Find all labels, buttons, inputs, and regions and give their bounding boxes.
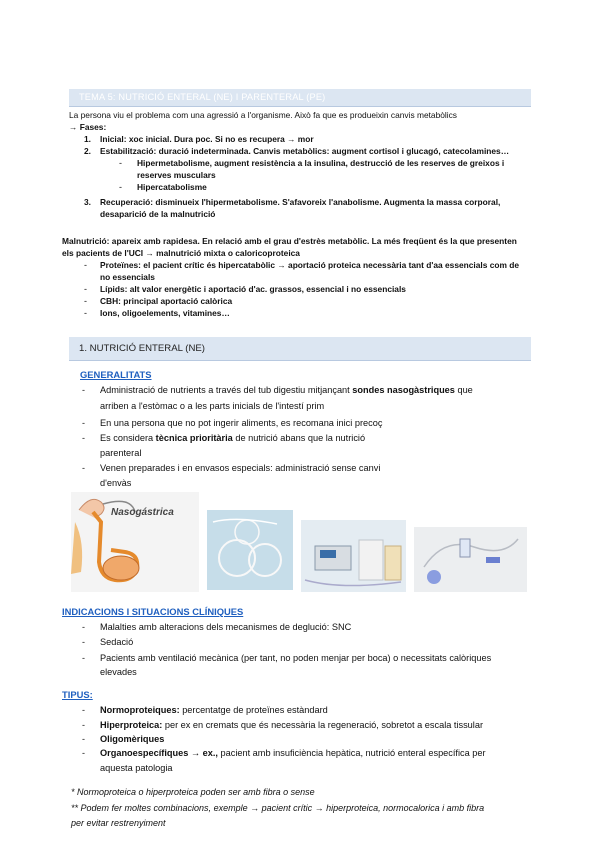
tipus-item: Oligomèriques xyxy=(100,734,165,744)
tipus-item: Normoproteiques: percentatge de proteïnes estàndard xyxy=(100,705,328,715)
malnutricio-item-cont: no essencials xyxy=(100,272,155,282)
section-title: 1. NUTRICIÓ ENTERAL (NE) xyxy=(79,343,205,354)
dash-bullet: - xyxy=(119,182,122,192)
generalitats-item: En una persona que no pot ingerir aliments, es recomana inici precoç xyxy=(100,418,383,428)
malnutricio-item: Lípids: alt valor energètic i aportació d'ac. grassos, essencial i no essencials xyxy=(100,284,406,294)
subitem-text: Hipercatabolisme xyxy=(137,182,207,192)
dash-bullet: - xyxy=(84,308,87,318)
dash-bullet: - xyxy=(84,296,87,306)
dash-bullet: - xyxy=(82,463,85,473)
generalitats-item-cont: arriben a l'estòmac o a les parts inicials de l'intestí prim xyxy=(100,401,325,411)
topic-title-band xyxy=(69,89,531,107)
generalitats-heading: GENERALITATS xyxy=(80,369,152,380)
dash-bullet: - xyxy=(82,705,85,715)
dash-bullet: - xyxy=(84,260,87,270)
generalitats-item: Administració de nutrients a través del tub digestiu mitjançant sondes nasogàstriques que xyxy=(100,385,473,395)
generalitats-item: Es considera tècnica prioritària de nutrició abans que la nutrició xyxy=(100,433,366,443)
tipus-item: Hiperproteica: per ex en cremats que és necessària la regeneració, sobretot a escala tissular xyxy=(100,720,484,730)
dash-bullet: - xyxy=(119,158,122,168)
infusion-set-photo xyxy=(414,527,527,592)
dash-bullet: - xyxy=(82,653,85,663)
subitem-text: Hipermetabolisme, augment resistència a la insulina, destrucció de les reserves de greixos i xyxy=(137,158,505,168)
indicacions-heading: INDICACIONS I SITUACIONS CLÍNIQUES xyxy=(62,606,244,617)
tipus-heading: TIPUS: xyxy=(62,689,93,700)
feeding-pump-icon xyxy=(301,520,406,592)
coiled-tubes-icon xyxy=(207,510,293,590)
fase-number: 1. xyxy=(84,134,91,144)
generalitats-item: Venen preparades i en envasos especials: administració sense canvi xyxy=(100,463,381,473)
tipus-item-cont: aquesta patologia xyxy=(100,763,173,773)
dash-bullet: - xyxy=(82,622,85,632)
dash-bullet: - xyxy=(82,748,85,758)
dash-bullet: - xyxy=(82,385,85,395)
nasogastrica-label: Nasogástrica xyxy=(111,507,174,518)
dash-bullet: - xyxy=(82,734,85,744)
generalitats-item-cont: d'envàs xyxy=(100,478,132,488)
fase-number: 2. xyxy=(84,146,91,156)
dash-bullet: - xyxy=(84,284,87,294)
fase-cont: desaparició de la malnutrició xyxy=(100,209,216,219)
fases-label: → Fases: xyxy=(69,122,107,132)
dash-bullet: - xyxy=(82,720,85,730)
indicacions-item: Malalties amb alteracions dels mecanismes de deglució: SNC xyxy=(100,622,352,632)
indicacions-item: Sedació xyxy=(100,637,134,647)
malnutricio-item: Proteïnes: el pacient crític és hipercatabòlic → aportació proteica necessària tant d'aa essencials com de xyxy=(100,260,520,270)
infusion-set-icon xyxy=(414,527,527,592)
indicacions-item: Pacients amb ventilació mecànica (per tant, no poden menjar per boca) o necessitats calòriques xyxy=(100,653,492,663)
indicacions-item-cont: elevades xyxy=(100,667,137,677)
feeding-tubes-photo xyxy=(207,510,293,590)
footnote: ** Podem fer moltes combinacions, exemple → pacient crític → hiperproteica, normocalorica i amb fibra xyxy=(71,803,485,813)
intro-line: La persona viu el problema com una agressió a l'organisme. Això fa que es produeixin canvis metabòlics xyxy=(69,110,457,120)
nasogastric-diagram-image xyxy=(71,492,199,592)
dash-bullet: - xyxy=(82,433,85,443)
footnote: per evitar restrenyiment xyxy=(71,818,166,828)
dash-bullet: - xyxy=(82,637,85,647)
tipus-item: Organoespecífiques → ex., pacient amb insuficiència hepàtica, nutrició enteral específica per xyxy=(100,748,486,758)
malnutricio-item: CBH: principal aportació calòrica xyxy=(100,296,233,306)
malnutricio-item: Ions, oligoelements, vitamines… xyxy=(100,308,230,318)
dash-bullet: - xyxy=(82,418,85,428)
fase-text: Estabilització: duració indeterminada. Canvis metabòlics: augment cortisol i glucagó, catecolamines… xyxy=(100,146,510,156)
footnote: * Normoproteica o hiperproteica poden ser amb fibra o sense xyxy=(71,787,315,797)
generalitats-item-cont: parenteral xyxy=(100,448,142,458)
feeding-pump-photo xyxy=(301,520,406,592)
fase-number: 3. xyxy=(84,197,91,207)
section-title-band xyxy=(69,337,531,361)
subitem-cont: reserves musculars xyxy=(137,170,216,180)
fase-text: Inicial: xoc inicial. Dura poc. Si no es recupera → mor xyxy=(100,134,314,144)
fase-text: Recuperació: disminueix l'hipermetabolisme. S'afavoreix l'anabolisme. Augmenta la massa corporal, xyxy=(100,197,501,207)
topic-title: TEMA 5: NUTRICIÓ ENTERAL (NE) I PARENTERAL (PE) xyxy=(79,92,326,102)
malnutricio-line: Malnutrició: apareix amb rapidesa. En relació amb el grau d'estrès metabòlic. La més freqüent és la que presenten xyxy=(62,236,517,246)
malnutricio-line: els pacients de l'UCI → malnutrició mixta o caloricoproteica xyxy=(62,248,300,258)
